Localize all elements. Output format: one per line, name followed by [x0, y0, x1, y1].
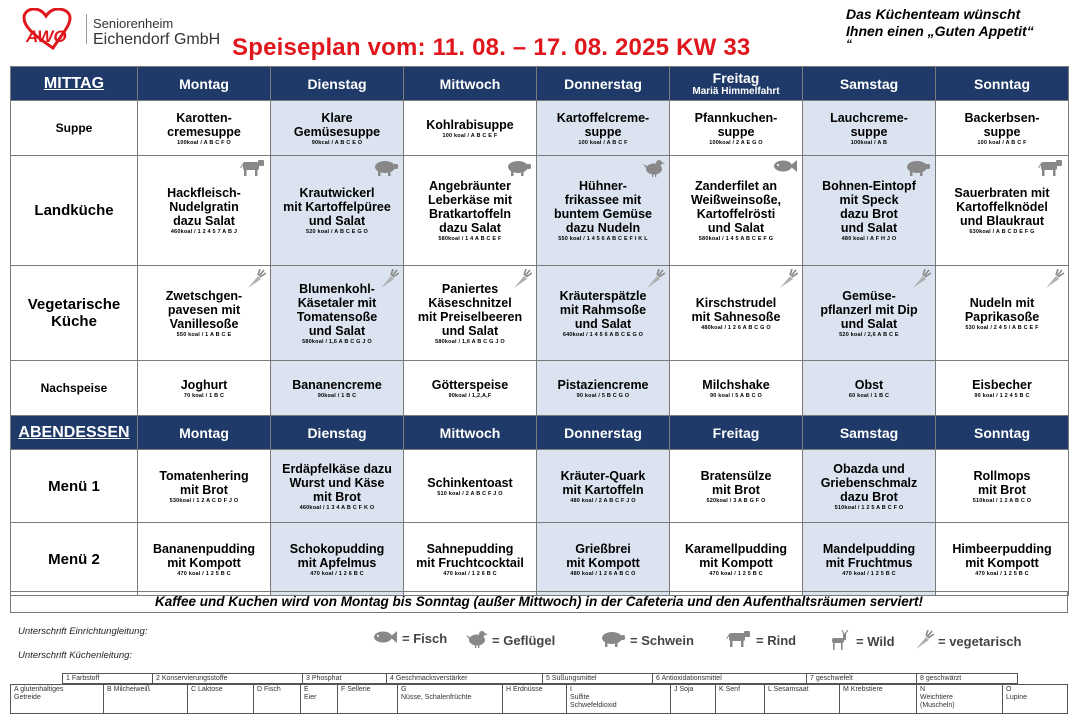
section-label: ABENDESSEN [11, 416, 138, 450]
legend-label: = Schwein [630, 632, 694, 648]
dish-name: Pfannkuchen- suppe [694, 110, 778, 139]
allergen-code: I Sulfite Schwefeldioxid [566, 685, 670, 713]
legend-label: = Fisch [402, 631, 448, 646]
menu-cell [271, 266, 404, 361]
additive-code: 6 Antioxidationsmittel [652, 674, 806, 683]
menu-cell [271, 156, 404, 266]
dish-info: 90koal / 1 B C [317, 392, 357, 399]
additive-code: 8 geschwärzt [916, 674, 1019, 683]
legend-label: = Rind [756, 632, 797, 648]
vegetarisch-icon [1044, 269, 1064, 294]
additive-code: 4 Geschmacksverstärker [386, 674, 542, 683]
dish-name: Nudeln mit Paprikasoße [964, 295, 1040, 324]
dish-name: Kirschstrudel mit Sahnesoße [691, 295, 781, 324]
menu-cell [936, 266, 1069, 361]
holiday-note: Mariä Himmelfahrt [692, 86, 780, 97]
dish-name: Kräuterspätzle mit Rahmsoße und Salat [559, 288, 647, 331]
dish-info: 580koal / 1,6 A B C G J O [435, 338, 505, 345]
dish-name: Joghurt [180, 377, 228, 392]
menu-cell [803, 361, 936, 416]
cafe-note: Kaffee und Kuchen wird von Montag bis Sonntag (außer Mittwoch) in der Cafeteria und den Aufenthaltsräumen serviert! [10, 591, 1068, 613]
table-row [11, 156, 1069, 266]
allergen-code: C Laktose [187, 685, 253, 713]
menu-cell [404, 101, 537, 156]
menu-cell [138, 361, 271, 416]
menu-cell [138, 266, 271, 361]
dish-name: Pistaziencreme [557, 377, 649, 392]
dish-info: 460koal / 1 2 4 5 7 A B J [170, 229, 238, 235]
dish-name: Rollmops mit Brot [973, 468, 1031, 497]
dish-name: Grießbrei mit Kompott [566, 541, 640, 570]
additives-table [62, 673, 1018, 684]
dish-name: Zwetschgen- pavesen mit Vanillesoße [165, 288, 243, 331]
allergen-code: M Krebstiere [839, 685, 916, 713]
dish-name: Blumenkohl- Käsetaler mit Tomatensoße und Salat [296, 281, 378, 338]
legend-item [828, 630, 895, 653]
dish-name: Lauchcreme- suppe [830, 110, 908, 139]
allergen-code: D Fisch [253, 685, 300, 713]
legend-label: = Geflügel [492, 633, 556, 648]
dish-name: Kartoffelcreme- suppe [556, 110, 650, 139]
greeting [846, 6, 1076, 51]
dish-info: 580koal / 1,6 A B C G J O [302, 338, 372, 345]
additive-code: 3 Phosphat [302, 674, 386, 683]
menu-cell [803, 101, 936, 156]
legend-label: = Wild [856, 634, 895, 649]
schwein-icon [600, 630, 630, 650]
dish-info: 470 koal / 1 2 5 B C [709, 570, 763, 577]
menu-cell [537, 266, 670, 361]
dish-name: Mandelpudding mit Fruchtmus [822, 541, 916, 570]
menu-cell [404, 361, 537, 416]
menu-cell [404, 450, 537, 523]
vegetarisch-icon [914, 630, 938, 653]
menu-cell [138, 101, 271, 156]
dish-info: 520koal / 3 A B G F O [706, 497, 766, 504]
day-header-freitag: Freitag Mariä Himmelfahrt [670, 67, 803, 101]
table-row [11, 450, 1069, 523]
dish-name: Götterspeise [431, 377, 509, 392]
dish-name: Tomatenhering mit Brot [159, 468, 249, 497]
dish-info: 100 koal / A B C F [578, 139, 628, 146]
row-label: Vegetarische Küche [11, 266, 138, 361]
row-label: Landküche [11, 156, 138, 266]
rind-icon [726, 630, 756, 650]
vegetarisch-icon [379, 269, 399, 294]
dish-name: Obst [854, 377, 884, 392]
menu-cell [271, 450, 404, 523]
day-header-montag: Montag [138, 67, 271, 101]
allergen-code: L Sesamsaat [764, 685, 839, 713]
day-header-montag: Montag [138, 416, 271, 450]
allergens-table [10, 684, 1068, 714]
day-header-samstag: Samstag [803, 67, 936, 101]
menu-cell [936, 523, 1069, 596]
org-name-line1: Seniorenheim [93, 16, 174, 31]
allergen-code: H Erdnüsse [502, 685, 566, 713]
dish-info: 580koal / 1 4 5 A B C E F G [698, 236, 774, 242]
dish-info: 550 koal / 1 4 5 6 A B C E F I K L [558, 236, 648, 242]
dish-name: Bananenpudding mit Kompott [152, 541, 256, 570]
menu-cell [936, 156, 1069, 266]
menu-cell [138, 450, 271, 523]
dish-info: 460koal / 1 3 4 A B C F K O [299, 504, 375, 511]
dish-info: 90 koal / 5 A B C O [710, 392, 762, 399]
dish-name: Kräuter-Quark mit Kartoffeln [560, 468, 646, 497]
menu-cell [138, 156, 271, 266]
dish-name: Bohnen-Eintopf mit Speck dazu Brot und Salat [822, 179, 916, 235]
allergen-code: F Sellerie [337, 685, 397, 713]
dish-info: 480 koal / 1 2 6 A B C O [570, 570, 636, 577]
allergen-code: G Nüsse, Schalenfrüchte [397, 685, 502, 713]
dish-info: 510koal / 1 2 A B C O [972, 497, 1032, 504]
gefluegel-icon [643, 159, 665, 182]
signature-lead-label: Unterschrift Einrichtungleitung: [18, 626, 148, 637]
legend-item [914, 630, 1021, 653]
day-header-mittwoch: Mittwoch [404, 416, 537, 450]
day-header-donnerstag: Donnerstag [537, 67, 670, 101]
svg-text:AWO: AWO [26, 27, 67, 46]
day-header-row [11, 67, 1069, 101]
menu-cell [936, 450, 1069, 523]
org-name-line2: Eichendorf GmbH [93, 31, 221, 48]
menu-cell [271, 361, 404, 416]
legend-label: = vegetarisch [938, 634, 1022, 649]
allergen-code: B Milcheiweiß [103, 685, 187, 713]
menu-cell [537, 361, 670, 416]
dish-info: 510koal / 1 2 5 A B C F O [834, 504, 904, 511]
menu-cell [936, 361, 1069, 416]
table-row [11, 523, 1069, 596]
day-header-sonntag: Sonntag [936, 67, 1069, 101]
allergen-code: K Senf [715, 685, 764, 713]
vegetarisch-icon [778, 269, 798, 294]
dish-info: 530koal / 1 2 A C D F J O [169, 497, 239, 504]
allergen-code: O Lupine [1002, 685, 1069, 713]
dish-name: Erdäpfelkäse dazu Wurst und Käse mit Brot [282, 461, 392, 504]
dish-info: 100koal / A B C F O [177, 139, 231, 146]
awo-heart-icon [22, 8, 84, 50]
signature-kitchen-label: Unterschrift Küchenleitung: [18, 650, 133, 661]
menu-cell [537, 523, 670, 596]
dish-info: 90kcal / A B C E O [311, 139, 363, 146]
dish-name: Milchshake [702, 377, 770, 392]
greeting-line2: Ihnen einen „Guten Appetit“ [846, 23, 1034, 39]
allergen-code: E Eier [300, 685, 337, 713]
dish-info: 100koal / A B [850, 139, 888, 146]
dish-name: Karamellpudding mit Kompott [684, 541, 788, 570]
allergen-code: J Soja [670, 685, 715, 713]
dish-name: Obazda und Griebenschmalz dazu Brot [820, 461, 918, 504]
dish-name: Gemüse- pflanzerl mit Dip und Salat [820, 288, 918, 331]
menu-cell [670, 523, 803, 596]
dish-name: Hühner- frikassee mit buntem Gemüse dazu Nudeln [554, 179, 652, 235]
menu-cell [803, 523, 936, 596]
day-header-dienstag: Dienstag [271, 416, 404, 450]
dish-info: 530 koal / 2 4 5 / A B C E F [965, 324, 1039, 331]
dish-info: 470 koal / 1 2 5 B C [177, 570, 231, 577]
day-header-row [11, 416, 1069, 450]
legend-item [726, 630, 796, 650]
menu-cell [670, 101, 803, 156]
dish-name: Angebräunter Leberkäse mit Bratkartoffeln dazu Salat [427, 179, 513, 235]
menu-cell [271, 523, 404, 596]
dish-info: 60 koal / 1 B C [848, 392, 890, 399]
menu-table [10, 66, 1069, 596]
day-header-dienstag: Dienstag [271, 67, 404, 101]
fisch-icon [772, 159, 798, 178]
row-label: Menü 1 [11, 450, 138, 523]
vegetarisch-icon [645, 269, 665, 294]
day-header-mittwoch: Mittwoch [404, 67, 537, 101]
menu-cell [138, 523, 271, 596]
dish-name: Schinkentoast [427, 475, 513, 490]
additive-code: 2 Konservierungsstoffe [152, 674, 302, 683]
schwein-icon [905, 159, 931, 181]
menu-cell [404, 266, 537, 361]
row-label: Menü 2 [11, 523, 138, 596]
table-row [11, 266, 1069, 361]
dish-info: 550 koal / 1 A B C E [176, 331, 232, 338]
section-label: MITTAG [11, 67, 138, 101]
dish-info: 470 koal / 1 2 5 B C [842, 570, 896, 577]
dish-info: 470 koal / 1 2 6 B C [443, 570, 497, 577]
day-header-samstag: Samstag [803, 416, 936, 450]
legend-item [600, 630, 694, 650]
vegetarisch-icon [246, 269, 266, 294]
dish-info: 470 koal / 1 2 5 B C [975, 570, 1029, 577]
dish-info: 510 koal / 2 A B C F J O [437, 490, 503, 497]
rind-icon [1038, 159, 1064, 181]
dish-name: Sahnepudding mit Fruchtcocktail [416, 541, 524, 570]
dish-info: 520 koal / A B C E G O [305, 229, 369, 235]
menu-cell [537, 156, 670, 266]
dish-name: Kohlrabisuppe [426, 117, 514, 132]
page-title: Speiseplan vom: 11. 08. – 17. 08. 2025 KW 33 [232, 34, 751, 61]
fisch-icon [372, 630, 402, 647]
dish-name: Hackfleisch- Nudelgratin dazu Salat [167, 186, 241, 228]
rind-icon [240, 159, 266, 181]
day-header-freitag: Freitag [670, 416, 803, 450]
additive-code: 1 Farbstoff [66, 675, 100, 682]
dish-info: 100koal / 2 A E G O [709, 139, 763, 146]
dish-info: 520 koal / 2,6 A B C E [839, 331, 899, 338]
logo-divider [86, 14, 87, 44]
dish-info: 580koal / 1 4 A B C E F [438, 236, 502, 242]
menu-cell [936, 101, 1069, 156]
dish-name: Backerbsen- suppe [964, 110, 1040, 139]
row-label: Nachspeise [11, 361, 138, 416]
menu-cell [537, 450, 670, 523]
dish-name: Krautwickerl mit Kartoffelpüree und Salat [283, 186, 391, 228]
dish-name: Klare Gemüsesuppe [293, 110, 381, 139]
menu-cell [404, 156, 537, 266]
allergen-code: N Weichtiere (Muscheln) [916, 685, 1002, 713]
menu-cell [670, 266, 803, 361]
dish-name: Himbeerpudding mit Kompott [952, 541, 1052, 570]
dish-name: Sauerbraten mit Kartoffelknödel und Blaukraut [954, 186, 1050, 228]
awo-logo [22, 8, 222, 50]
day-header-donnerstag: Donnerstag [537, 416, 670, 450]
row-label: Suppe [11, 101, 138, 156]
schwein-icon [373, 159, 399, 181]
schwein-icon [506, 159, 532, 181]
menu-cell [803, 450, 936, 523]
dish-name: Paniertes Käseschnitzel mit Preiselbeeren und Salat [417, 281, 523, 338]
dish-name: Eisbecher [972, 377, 1032, 392]
greeting-line3: “ [846, 37, 852, 51]
menu-cell [670, 361, 803, 416]
legend-item [466, 630, 555, 651]
dish-name: Schokopudding mit Apfelmus [289, 541, 385, 570]
menu-cell [404, 523, 537, 596]
menu-cell [803, 266, 936, 361]
menu-cell [670, 156, 803, 266]
allergen-code: A glutenhaltiges Getreide [14, 686, 64, 701]
additive-code: 5 Süßungsmittel [542, 674, 652, 683]
dish-info: 70 koal / 1 B C [183, 392, 225, 399]
menu-cell [670, 450, 803, 523]
dish-info: 90 koal / 1 2 4 5 B C [974, 392, 1030, 399]
wild-icon [828, 630, 856, 653]
dish-info: 640koal / 1 4 5 6 A B C E G O [562, 331, 644, 338]
table-row [11, 101, 1069, 156]
menu-cell [537, 101, 670, 156]
legend-item [372, 630, 447, 647]
dish-info: 90 koal / 5 B C G O [576, 392, 630, 399]
dish-name: Karotten- cremesuppe [167, 110, 241, 139]
dish-info: 630koal / A B C D E F G [969, 229, 1035, 235]
additive-code: 7 geschwefelt [806, 674, 916, 683]
vegetarisch-icon [911, 269, 931, 294]
menu-cell [271, 101, 404, 156]
dish-info: 480koal / 1 2 6 A B C G O [701, 324, 771, 331]
menu-cell [803, 156, 936, 266]
vegetarisch-icon [512, 269, 532, 294]
dish-info: 100 koal / A B C F [977, 139, 1027, 146]
dish-info: 480 koal / 2 A B C F J O [570, 497, 636, 504]
table-row [11, 361, 1069, 416]
day-header-sonntag: Sonntag [936, 416, 1069, 450]
dish-info: 480 koal / A F H J O [841, 236, 897, 242]
gefluegel-icon [466, 630, 492, 651]
dish-name: Bratensülze mit Brot [700, 468, 772, 497]
dish-name: Zanderfilet an Weißweinsoße, Kartoffelrösti und Salat [690, 179, 782, 235]
dish-info: 100 koal / A B C E F [442, 132, 498, 139]
dish-info: 90koal / 1,2,A,F [448, 392, 492, 399]
dish-info: 470 koal / 1 2 6 B C [310, 570, 364, 577]
greeting-line1: Das Küchenteam wünscht [846, 6, 1021, 22]
dish-name: Bananencreme [292, 377, 382, 392]
